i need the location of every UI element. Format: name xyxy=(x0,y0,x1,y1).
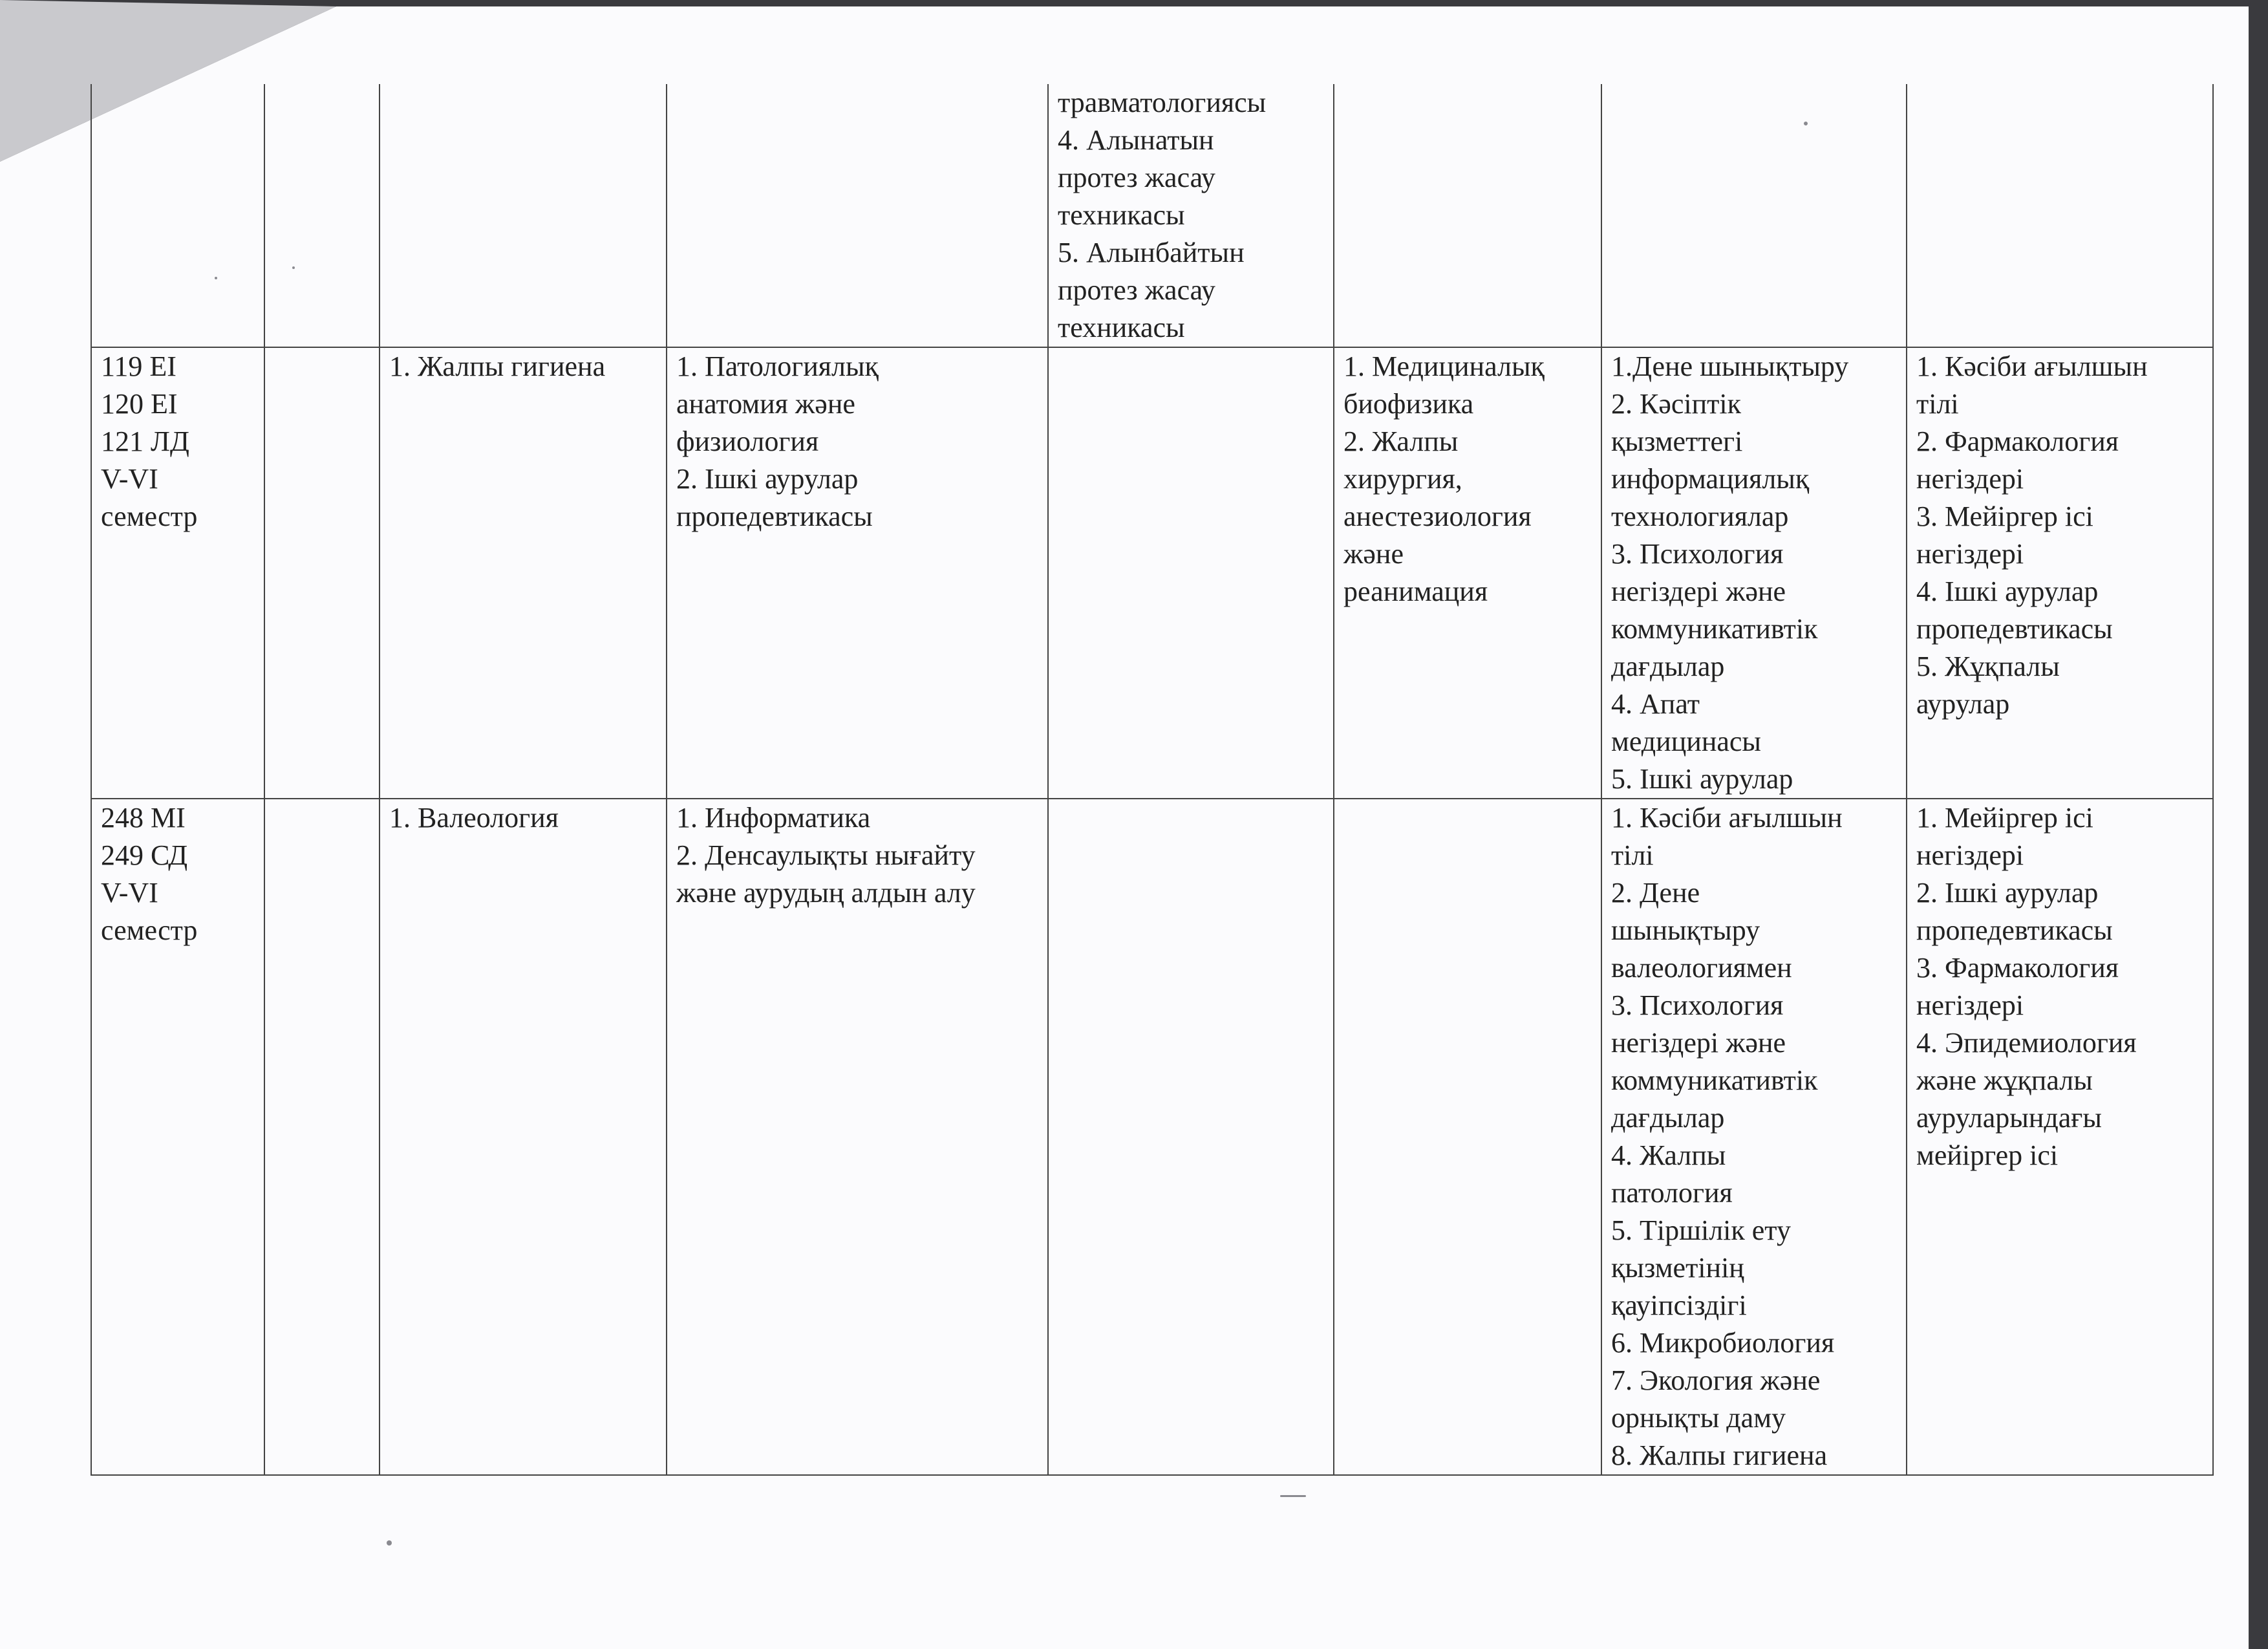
table-cell-col-7 xyxy=(1601,347,1907,799)
table-cell-col-8 xyxy=(1907,84,2213,347)
cell-text-line: информациялық xyxy=(1611,463,1810,495)
cell-text-line: хирургия, xyxy=(1343,463,1462,495)
cell-text-line: семестр xyxy=(101,914,198,946)
cell-text-line: 2. Ішкі аурулар xyxy=(1916,877,2099,909)
cell-text-line: 5. Алынбайтын xyxy=(1058,237,1245,268)
cell-text-line: және xyxy=(1343,538,1404,570)
table-cell-col-7 xyxy=(1601,84,1907,347)
cell-text-line: 8. Жалпы гигиена xyxy=(1611,1439,1828,1471)
table-cell-col-1 xyxy=(91,84,264,347)
table-cell-col-3 xyxy=(380,347,667,799)
scan-speck xyxy=(292,266,295,269)
cell-text-line: 3. Фармакология xyxy=(1916,952,2119,984)
cell-text-line: пропедевтикасы xyxy=(1916,613,2113,645)
table-cell-col-4 xyxy=(667,84,1048,347)
cell-text-line: 1. Информатика xyxy=(676,802,871,834)
cell-text-line: қызметінің xyxy=(1611,1252,1744,1284)
scan-speck xyxy=(215,277,217,279)
table-row xyxy=(91,84,2213,347)
cell-text-line: патология xyxy=(1611,1177,1733,1209)
cell-text-line: негіздері xyxy=(1916,989,2024,1021)
cell-text-line: және жұқпалы xyxy=(1916,1064,2093,1096)
cell-text-line: 2. Дене xyxy=(1611,877,1700,909)
cell-text-line: анатомия және xyxy=(676,388,855,420)
table-cell-col-3 xyxy=(380,799,667,1475)
cell-text-line: тілі xyxy=(1611,839,1654,871)
cell-text-line: дағдылар xyxy=(1611,1102,1725,1134)
cell-text-line: негіздері және xyxy=(1611,1027,1786,1059)
cell-text-line: негіздері xyxy=(1916,839,2024,871)
cell-text-line: 1.Дене шынықтыру xyxy=(1611,350,1849,382)
cell-text-line: 121 ЛД xyxy=(101,426,189,457)
cell-text-line: 5. Тіршілік ету xyxy=(1611,1214,1791,1246)
cell-text-line: 3. Психология xyxy=(1611,989,1784,1021)
table-cell-col-5 xyxy=(1048,799,1334,1475)
cell-text-line: V-VI xyxy=(101,877,158,909)
cell-text-line: пропедевтикасы xyxy=(1916,914,2113,946)
cell-text-line: коммуникативтік xyxy=(1611,1064,1818,1096)
table-cell-col-5 xyxy=(1048,347,1334,799)
table-cell-col-7 xyxy=(1601,799,1907,1475)
table-cell-col-6 xyxy=(1334,799,1601,1475)
table-cell-col-6 xyxy=(1334,347,1601,799)
table-cell-col-2 xyxy=(264,347,380,799)
cell-text-line: технологиялар xyxy=(1611,501,1789,532)
cell-text-line: 2. Ішкі аурулар xyxy=(676,463,859,495)
cell-text-line: техникасы xyxy=(1058,312,1185,343)
cell-text-line: V-VI xyxy=(101,463,158,495)
table-cell-col-8 xyxy=(1907,799,2213,1475)
cell-text-line: 119 ЕІ xyxy=(101,350,177,382)
table-cell-col-1 xyxy=(91,347,264,799)
cell-text-line: ауруларындағы xyxy=(1916,1102,2102,1134)
cell-text-line: валеологиямен xyxy=(1611,952,1792,984)
cell-text-line: қауіпсіздігі xyxy=(1611,1289,1747,1321)
cell-text-line: негіздері және xyxy=(1611,576,1786,607)
curriculum-table xyxy=(91,84,2214,1476)
cell-text-line: аурулар xyxy=(1916,688,2010,720)
cell-text-line: дағдылар xyxy=(1611,651,1725,682)
cell-text-line: қызметтегі xyxy=(1611,426,1743,457)
cell-text-line: 2. Фармакология xyxy=(1916,426,2119,457)
cell-text-line: 7. Экология және xyxy=(1611,1364,1821,1396)
cell-text-line: травматологиясы xyxy=(1058,87,1267,118)
cell-text-line: негіздері xyxy=(1916,538,2024,570)
cell-text-line: пропедевтикасы xyxy=(676,501,873,532)
cell-text-line: биофизика xyxy=(1343,388,1474,420)
cell-text-line: семестр xyxy=(101,501,198,532)
cell-text-line: 1. Кәсіби ағылшын xyxy=(1916,350,2148,382)
table-cell-col-1 xyxy=(91,799,264,1475)
cell-text-line: және аурудың алдын алу xyxy=(676,877,976,909)
cell-text-line: реанимация xyxy=(1343,576,1488,607)
cell-text-line: 1. Жалпы гигиена xyxy=(389,350,606,382)
cell-text-line: протез жасау xyxy=(1058,274,1215,306)
cell-text-line: 1. Валеология xyxy=(389,802,559,834)
table-cell-col-2 xyxy=(264,84,380,347)
cell-text-line: 4. Апат xyxy=(1611,688,1700,720)
cell-text-line: анестезиология xyxy=(1343,501,1532,532)
cell-text-line: 4. Жалпы xyxy=(1611,1139,1726,1171)
cell-text-line: 2. Жалпы xyxy=(1343,426,1459,457)
cell-text-line: протез жасау xyxy=(1058,162,1215,193)
table-cell-col-6 xyxy=(1334,84,1601,347)
cell-text-line: шынықтыру xyxy=(1611,914,1760,946)
cell-text-line: 1. Кәсіби ағылшын xyxy=(1611,802,1843,834)
cell-text-line: 5. Ішкі аурулар xyxy=(1611,763,1793,795)
cell-text-line: 5. Жұқпалы xyxy=(1916,651,2060,682)
cell-text-line: 249 СД xyxy=(101,839,188,871)
cell-text-line: мейіргер ісі xyxy=(1916,1139,2059,1171)
cell-text-line: 3. Психология xyxy=(1611,538,1784,570)
cell-text-line: 6. Микробиология xyxy=(1611,1327,1835,1359)
cell-text-line: техникасы xyxy=(1058,199,1185,231)
table-cell-col-4 xyxy=(667,347,1048,799)
scan-speck xyxy=(387,1540,392,1546)
cell-text-line: 1. Медициналық xyxy=(1343,350,1545,382)
cell-text-line: 2. Денсаулықты нығайту xyxy=(676,839,976,871)
table-cell-col-4 xyxy=(667,799,1048,1475)
cell-text-line: 120 ЕІ xyxy=(101,388,178,420)
table-row xyxy=(91,347,2213,799)
cell-text-line: 4. Алынатын xyxy=(1058,124,1214,156)
scan-speck xyxy=(1280,1495,1306,1497)
cell-text-line: 4. Ішкі аурулар xyxy=(1916,576,2099,607)
cell-text-line: орнықты даму xyxy=(1611,1402,1786,1434)
cell-text-line: 4. Эпидемиология xyxy=(1916,1027,2137,1059)
cell-text-line: 1. Патологиялық xyxy=(676,350,879,382)
table-body xyxy=(91,84,2213,1475)
cell-text-line: 3. Мейіргер ісі xyxy=(1916,501,2093,532)
table-cell-col-2 xyxy=(264,799,380,1475)
table-cell-col-8 xyxy=(1907,347,2213,799)
cell-text-line: 1. Мейіргер ісі xyxy=(1916,802,2093,834)
cell-text-line: негіздері xyxy=(1916,463,2024,495)
cell-text-line: коммуникативтік xyxy=(1611,613,1818,645)
cell-text-line: физиология xyxy=(676,426,819,457)
cell-text-line: тілі xyxy=(1916,388,1959,420)
table-cell-col-5 xyxy=(1048,84,1334,347)
cell-text-line: медицинасы xyxy=(1611,726,1761,757)
cell-text-line: 248 МІ xyxy=(101,802,186,834)
cell-text-line: 2. Кәсіптік xyxy=(1611,388,1742,420)
table-row xyxy=(91,799,2213,1475)
table-cell-col-3 xyxy=(380,84,667,347)
scan-speck xyxy=(1804,122,1808,125)
